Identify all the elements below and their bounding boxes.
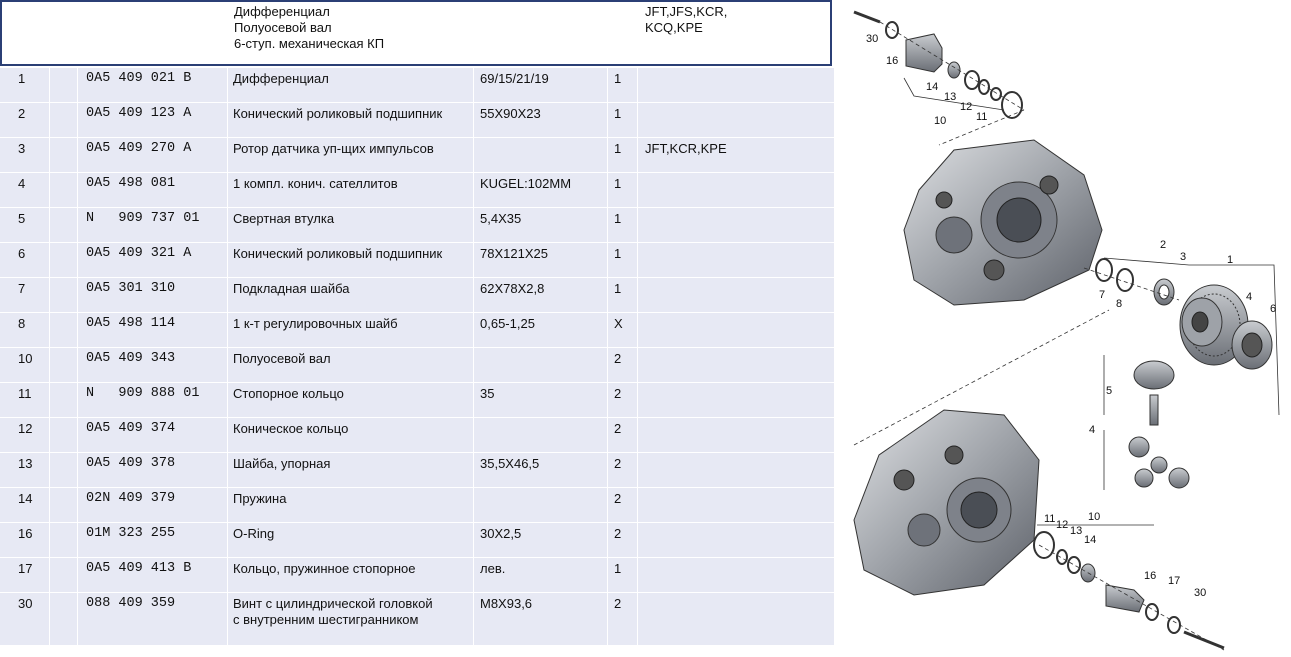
quantity-cell: 1 bbox=[608, 68, 638, 102]
callout: 2 bbox=[1160, 239, 1167, 251]
spacer-cell bbox=[50, 488, 78, 522]
part-number-cell: 0A5 301 310 bbox=[78, 278, 228, 312]
callout: 10 bbox=[1088, 511, 1101, 523]
position-cell: 6 bbox=[0, 243, 50, 277]
spacer-cell bbox=[50, 173, 78, 207]
table-row bbox=[0, 208, 834, 243]
model-cell bbox=[638, 488, 834, 522]
callout: 12 bbox=[1056, 519, 1069, 531]
callout: 11 bbox=[976, 111, 988, 123]
position-cell: 14 bbox=[0, 488, 50, 522]
specification-cell: 62X78X2,8 bbox=[474, 278, 608, 312]
callout: 13 bbox=[1070, 525, 1083, 537]
spacer-cell bbox=[50, 558, 78, 592]
description-cell: Дифференциал bbox=[228, 68, 474, 102]
part-number-cell: 0A5 409 123 A bbox=[78, 103, 228, 137]
description-cell: Конический роликовый подшипник bbox=[228, 103, 474, 137]
spacer-cell bbox=[50, 138, 78, 172]
part-number-cell: 0A5 498 081 bbox=[78, 173, 228, 207]
position-cell: 12 bbox=[0, 418, 50, 452]
quantity-cell: 1 bbox=[608, 558, 638, 592]
quantity-cell: 1 bbox=[608, 208, 638, 242]
part-number-cell: 01M 323 255 bbox=[78, 523, 228, 557]
diagram-svg bbox=[834, 0, 1291, 657]
table-row bbox=[0, 418, 834, 453]
callout: 3 bbox=[1180, 251, 1187, 263]
specification-cell: 69/15/21/19 bbox=[474, 68, 608, 102]
callout: 7 bbox=[1099, 289, 1106, 301]
callout: 11 bbox=[1044, 513, 1056, 525]
table-row bbox=[0, 103, 834, 138]
model-cell bbox=[638, 418, 834, 452]
quantity-cell: 2 bbox=[608, 418, 638, 452]
quantity-cell: X bbox=[608, 313, 638, 347]
specification-cell bbox=[474, 348, 608, 382]
description-cell: Стопорное кольцо bbox=[228, 383, 474, 417]
spacer-cell bbox=[50, 103, 78, 137]
callout: 14 bbox=[926, 81, 939, 93]
quantity-cell: 2 bbox=[608, 523, 638, 557]
header-title-line: 6-ступ. механическая КП bbox=[234, 36, 385, 51]
table-row bbox=[0, 488, 834, 523]
header-models-line: KCQ,KPE bbox=[645, 20, 703, 35]
model-cell bbox=[638, 558, 834, 592]
spacer-cell bbox=[50, 278, 78, 312]
part-number-cell: N 909 737 01 bbox=[78, 208, 228, 242]
axle-shaft-upper bbox=[854, 12, 1022, 118]
specification-cell: 78X121X25 bbox=[474, 243, 608, 277]
spacer-cell bbox=[50, 383, 78, 417]
model-cell: JFT,KCR,KPE bbox=[645, 141, 727, 156]
spacer-cell bbox=[50, 593, 78, 645]
quantity-cell: 2 bbox=[608, 488, 638, 522]
description-cell: Шайба, упорная bbox=[228, 453, 474, 487]
description-cell: Ротор датчика уп-щих импульсов bbox=[228, 138, 474, 172]
quantity-cell: 2 bbox=[608, 593, 638, 645]
position-cell: 30 bbox=[0, 593, 50, 645]
model-cell bbox=[638, 593, 834, 645]
callout: 8 bbox=[1116, 298, 1123, 310]
callout: 1 bbox=[1227, 254, 1234, 266]
model-cell bbox=[638, 313, 834, 347]
model-cell bbox=[638, 383, 834, 417]
spacer-cell bbox=[50, 313, 78, 347]
part-number-cell: 0A5 409 270 A bbox=[78, 138, 228, 172]
header-title bbox=[234, 4, 384, 52]
callout: 16 bbox=[886, 55, 899, 67]
part-number-cell: 0A5 409 374 bbox=[78, 418, 228, 452]
spacer-cell bbox=[50, 243, 78, 277]
model-cell bbox=[638, 453, 834, 487]
callout: 14 bbox=[1084, 534, 1097, 546]
part-number-cell: N 909 888 01 bbox=[78, 383, 228, 417]
description-cell: Кольцо, пружинное стопорное bbox=[228, 558, 474, 592]
callout: 13 bbox=[944, 91, 957, 103]
model-cell bbox=[638, 173, 834, 207]
table-row bbox=[0, 348, 834, 383]
table-row bbox=[0, 383, 834, 418]
callout: 16 bbox=[1144, 570, 1157, 582]
specification-cell bbox=[474, 138, 608, 172]
header-models-line: JFT,JFS,KCR, bbox=[645, 4, 728, 19]
position-cell: 3 bbox=[0, 138, 50, 172]
table-header bbox=[0, 0, 832, 66]
quantity-cell: 2 bbox=[608, 453, 638, 487]
model-cell bbox=[638, 243, 834, 277]
table-row bbox=[0, 278, 834, 313]
quantity-cell: 1 bbox=[608, 243, 638, 277]
spacer-cell bbox=[50, 208, 78, 242]
position-cell: 4 bbox=[0, 173, 50, 207]
position-cell: 8 bbox=[0, 313, 50, 347]
differential-assembly bbox=[1096, 259, 1272, 369]
header-models bbox=[645, 4, 727, 36]
description-cell: Коническое кольцо bbox=[228, 418, 474, 452]
spacer-cell bbox=[50, 418, 78, 452]
description-cell: Конический роликовый подшипник bbox=[228, 243, 474, 277]
spacer-cell bbox=[50, 453, 78, 487]
quantity-cell: 1 bbox=[608, 278, 638, 312]
part-number-cell: 0A5 498 114 bbox=[78, 313, 228, 347]
specification-cell: M8X93,6 bbox=[474, 593, 608, 645]
model-cell bbox=[638, 103, 834, 137]
specification-cell: 35 bbox=[474, 383, 608, 417]
table-row bbox=[0, 593, 834, 646]
description-cell: Винт с цилиндрической головкой с внутренним шестигранником bbox=[228, 593, 474, 645]
header-title-line: Полуосевой вал bbox=[234, 20, 332, 35]
callout: 6 bbox=[1270, 303, 1277, 315]
gearbox-housing-lower bbox=[854, 410, 1039, 595]
position-cell: 13 bbox=[0, 453, 50, 487]
table-row bbox=[0, 173, 834, 208]
part-number-cell: 0A5 409 378 bbox=[78, 453, 228, 487]
table-row bbox=[0, 68, 834, 103]
spacer-cell bbox=[50, 68, 78, 102]
table-row bbox=[0, 558, 834, 593]
table-row bbox=[0, 138, 834, 173]
quantity-cell: 2 bbox=[608, 348, 638, 382]
planet-gear-kit bbox=[1129, 361, 1189, 488]
callout: 30 bbox=[1194, 587, 1207, 599]
gearbox-housing-upper bbox=[904, 140, 1102, 305]
callout: 5 bbox=[1106, 385, 1113, 397]
position-cell: 2 bbox=[0, 103, 50, 137]
table-row bbox=[0, 243, 834, 278]
quantity-cell: 1 bbox=[608, 173, 638, 207]
model-cell bbox=[638, 68, 834, 102]
quantity-cell: 1 bbox=[608, 138, 638, 172]
specification-cell: KUGEL:102MM bbox=[474, 173, 608, 207]
specification-cell: 55X90X23 bbox=[474, 103, 608, 137]
description-cell: Пружина bbox=[228, 488, 474, 522]
description-cell: Подкладная шайба bbox=[228, 278, 474, 312]
callout: 10 bbox=[934, 115, 947, 127]
part-number-cell: 0A5 409 343 bbox=[78, 348, 228, 382]
description-cell: O-Ring bbox=[228, 523, 474, 557]
model-cell bbox=[638, 523, 834, 557]
part-number-cell: 02N 409 379 bbox=[78, 488, 228, 522]
position-cell: 10 bbox=[0, 348, 50, 382]
table-row bbox=[0, 313, 834, 348]
callout: 30 bbox=[866, 33, 879, 45]
description-cell: Свертная втулка bbox=[228, 208, 474, 242]
part-number-cell: 088 409 359 bbox=[78, 593, 228, 645]
model-cell bbox=[638, 278, 834, 312]
position-cell: 5 bbox=[0, 208, 50, 242]
description-cell: 1 к-т регулировочных шайб bbox=[228, 313, 474, 347]
table-row bbox=[0, 523, 834, 558]
description-cell: Полуосевой вал bbox=[228, 348, 474, 382]
model-cell bbox=[638, 348, 834, 382]
callout: 4 bbox=[1089, 424, 1096, 436]
callout: 4 bbox=[1246, 291, 1253, 303]
specification-cell: 30X2,5 bbox=[474, 523, 608, 557]
callout: 12 bbox=[960, 101, 973, 113]
specification-cell bbox=[474, 418, 608, 452]
part-number-cell: 0A5 409 021 B bbox=[78, 68, 228, 102]
exploded-view-diagram bbox=[834, 0, 1291, 657]
part-number-cell: 0A5 409 413 B bbox=[78, 558, 228, 592]
position-cell: 16 bbox=[0, 523, 50, 557]
quantity-cell: 2 bbox=[608, 383, 638, 417]
position-cell: 11 bbox=[0, 383, 50, 417]
description-cell: 1 компл. конич. сателлитов bbox=[228, 173, 474, 207]
specification-cell bbox=[474, 488, 608, 522]
specification-cell: 0,65-1,25 bbox=[474, 313, 608, 347]
specification-cell: 35,5X46,5 bbox=[474, 453, 608, 487]
position-cell: 7 bbox=[0, 278, 50, 312]
model-cell bbox=[638, 208, 834, 242]
position-cell: 17 bbox=[0, 558, 50, 592]
spacer-cell bbox=[50, 348, 78, 382]
spacer-cell bbox=[50, 523, 78, 557]
specification-cell: 5,4X35 bbox=[474, 208, 608, 242]
position-cell: 1 bbox=[0, 68, 50, 102]
quantity-cell: 1 bbox=[608, 103, 638, 137]
callout: 17 bbox=[1168, 575, 1181, 587]
table-row bbox=[0, 453, 834, 488]
parts-table bbox=[0, 68, 834, 646]
specification-cell: лев. bbox=[474, 558, 608, 592]
header-title-line: Дифференциал bbox=[234, 4, 330, 19]
part-number-cell: 0A5 409 321 A bbox=[78, 243, 228, 277]
